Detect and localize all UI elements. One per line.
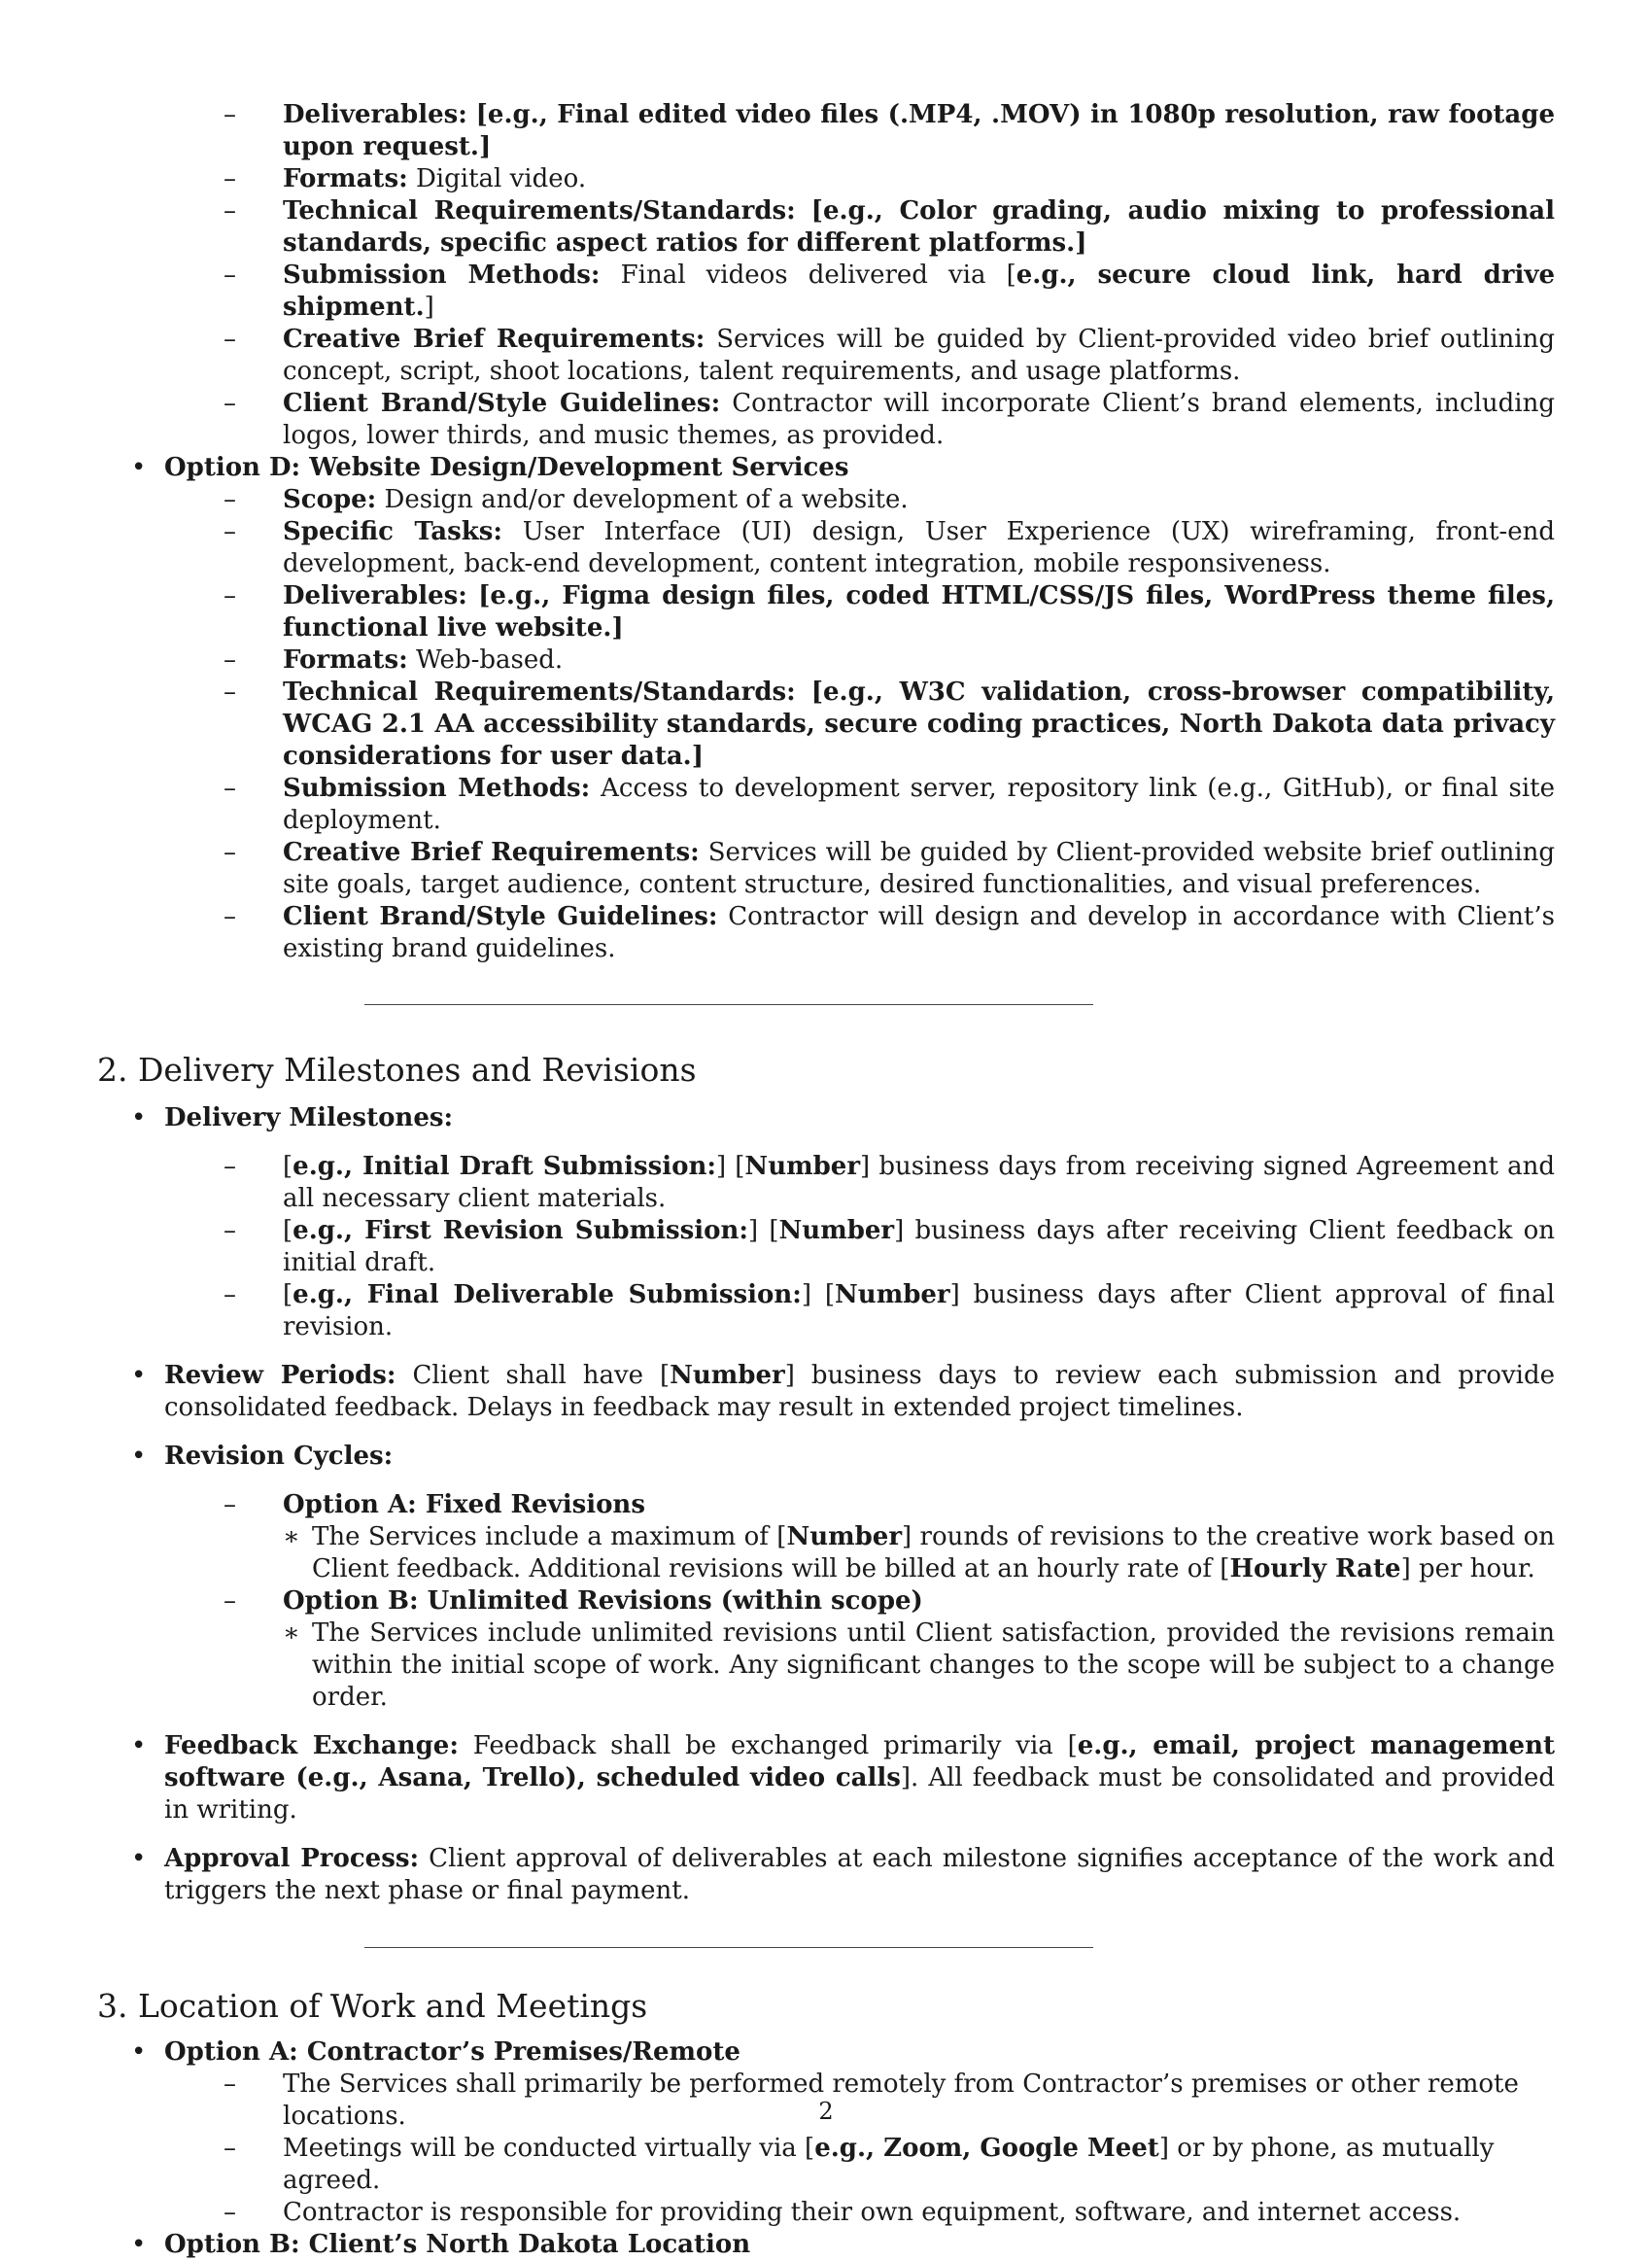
feedback-pre: Feedback shall be exchanged primarily via [	[472, 1731, 1078, 1760]
section-divider	[364, 1947, 1093, 1948]
item-text: Services will be guided by Client-provided website brief outlining site goals, target audience, content structure, desired functionalities, and visual preferences.	[283, 838, 1556, 899]
section-3-list	[97, 2036, 1555, 2261]
list-item	[224, 99, 1555, 163]
item-text: Contractor will design and develop in accordance with Client’s existing brand guidelines.	[283, 902, 1555, 963]
location-option-b	[97, 2229, 1555, 2261]
list-item	[224, 580, 1555, 644]
item-text-bold: e.g., secure cloud link, hard drive shipment.	[283, 261, 1555, 322]
option-b-details	[283, 1617, 1555, 1714]
option-a-details	[283, 1521, 1555, 1585]
section-divider	[364, 1004, 1093, 1005]
item-text: [e.g., W3C validation, cross-browser compatibility, WCAG 2.1 AA accessibility standards, secure coding practices, North Dakota data privacy considerations for user data.]	[283, 678, 1556, 771]
location-option-a-title: Option A: Contractor’s Premises/Remote	[164, 2037, 740, 2067]
item-label: Formats:	[283, 645, 408, 675]
revision-option-a	[224, 1489, 1555, 1585]
document-page	[97, 99, 1555, 2261]
milestone-number: Number	[835, 1280, 950, 1309]
option-a-number: Number	[786, 1522, 903, 1551]
item-text: [e.g., Figma design files, coded HTML/CSS/JS files, WordPress theme files, functional live website.]	[283, 581, 1555, 643]
item-label: Submission Methods:	[283, 261, 601, 290]
milestones-list	[231, 1151, 1555, 1343]
list-item	[224, 163, 1555, 195]
item-text: Web-based.	[415, 645, 564, 675]
milestone-pre: [	[283, 1152, 293, 1181]
milestone-post: ] business days after Client approval of final revision.	[283, 1280, 1555, 1341]
item-label: Creative Brief Requirements:	[283, 838, 700, 867]
feedback-label: Feedback Exchange:	[164, 1731, 459, 1760]
item-text: Services will be guided by Client-provided video brief outlining concept, script, shoot locations, talent requirements, and usage platforms.	[283, 325, 1555, 386]
item-label: Deliverables:	[283, 581, 467, 610]
item-label: Technical Requirements/Standards:	[283, 678, 796, 707]
review-text-post: ] business days to review each submission and provide consolidated feedback. Delays in feedback may result in extended project timelines.	[164, 1361, 1556, 1422]
revision-cycles	[97, 1441, 1555, 1714]
option-b-title: Option B: Unlimited Revisions (within scope)	[283, 1586, 923, 1616]
option-a-post: ] per hour.	[1400, 1554, 1535, 1583]
location-option-a	[97, 2036, 1555, 2229]
option-a-pre: The Services include a maximum of [	[312, 1522, 787, 1551]
section-3-heading: 3. Location of Work and Meetings	[97, 1987, 648, 2025]
item-text: [e.g., Color grading, audio mixing to professional standards, specific aspect ratios for different platforms.]	[283, 196, 1556, 258]
item-label: Creative Brief Requirements:	[283, 325, 706, 354]
revision-option-b	[224, 1585, 1555, 1714]
milestone-mid: ] [	[747, 1216, 779, 1245]
list-item	[224, 644, 1555, 677]
milestone-item	[224, 1279, 1555, 1343]
option-d-items	[231, 484, 1555, 965]
item-label: Deliverables:	[283, 100, 467, 129]
feedback-exchange	[97, 1730, 1555, 1826]
approval-process	[97, 1843, 1555, 1907]
page-number: 2	[818, 2098, 834, 2125]
item-text: [e.g., Final edited video files (.MP4, .MOV) in 1080p resolution, raw footage upon request.]	[283, 100, 1555, 161]
list-item	[224, 901, 1555, 965]
approval-label: Approval Process:	[164, 1844, 420, 1873]
feedback-bold: e.g., email, project management software (e.g., Asana, Trello), scheduled video calls	[164, 1731, 1555, 1792]
option-a-text	[283, 1521, 1555, 1585]
option-b-text: ∗ The Services include unlimited revisions until Client satisfaction, provided the revisions remain within the initial scope of work. Any significant changes to the scope will be subject to a change order.	[283, 1617, 1555, 1714]
item-label: Client Brand/Style Guidelines:	[283, 389, 721, 418]
item-text-post: ]	[424, 293, 434, 322]
section-2-heading: 2. Delivery Milestones and Revisions	[97, 1051, 697, 1089]
item-label: Scope:	[283, 485, 377, 514]
option-a-mid: ] rounds of revisions to the creative work based on Client feedback. Additional revisions will be billed at an hourly rate of [	[312, 1522, 1555, 1583]
milestone-post: ] business days from receiving signed Agreement and all necessary client materials.	[283, 1152, 1555, 1213]
option-a-title: Option A: Fixed Revisions	[283, 1490, 645, 1519]
item-label: Formats:	[283, 164, 408, 193]
milestone-post: ] business days after receiving Client feedback on initial draft.	[283, 1216, 1555, 1277]
review-number: Number	[670, 1361, 785, 1390]
list-item	[224, 388, 1555, 452]
option-d	[97, 452, 1555, 965]
list-item	[224, 837, 1555, 901]
item-text: Digital video.	[415, 164, 587, 193]
delivery-milestones	[97, 1102, 1555, 1343]
video-items	[231, 99, 1555, 452]
item-text: Design and/or development of a website.	[384, 485, 909, 514]
location-text: The Services shall primarily be performed remotely from Contractor’s premises or other remote locations.	[283, 2070, 1519, 2131]
milestone-pre: [	[283, 1280, 293, 1309]
list-item	[224, 773, 1555, 837]
feedback-post: ]. All feedback must be consolidated and provided in writing.	[164, 1763, 1555, 1825]
list-item	[224, 195, 1555, 260]
item-label: Specific Tasks:	[283, 517, 503, 546]
milestone-number: Number	[778, 1216, 895, 1245]
item-text-pre: Final videos delivered via [	[620, 261, 1016, 290]
milestone-item	[224, 1215, 1555, 1279]
item-label: Client Brand/Style Guidelines:	[283, 902, 718, 931]
milestone-name: e.g., First Revision Submission:	[293, 1216, 748, 1245]
location-item	[224, 2197, 1555, 2229]
list-item	[224, 516, 1555, 580]
item-label: Submission Methods:	[283, 774, 591, 803]
milestone-name: e.g., Initial Draft Submission:	[293, 1152, 716, 1181]
location-item	[224, 2133, 1555, 2197]
milestone-item	[224, 1151, 1555, 1215]
milestone-mid: ] [	[715, 1152, 745, 1181]
list-item	[224, 484, 1555, 516]
location-bold: e.g., Zoom, Google Meet	[814, 2134, 1159, 2163]
item-text: Access to development server, repository link (e.g., GitHub), or final site deployment.	[283, 774, 1555, 835]
location-pre: Meetings will be conducted virtually via [	[283, 2134, 815, 2163]
list-item	[224, 324, 1555, 388]
item-text: Contractor will incorporate Client’s brand elements, including logos, lower thirds, and music themes, as provided.	[283, 389, 1556, 450]
milestone-mid: ] [	[801, 1280, 836, 1309]
top-list	[97, 99, 1555, 965]
review-periods	[97, 1360, 1555, 1424]
item-label: Technical Requirements/Standards:	[283, 196, 796, 226]
review-text-pre: Client shall have [	[412, 1361, 671, 1390]
item-text: User Interface (UI) design, User Experience (UX) wireframing, front-end development, back-end development, content integration, mobile responsiveness.	[283, 517, 1556, 578]
milestones-label: Delivery Milestones:	[164, 1103, 454, 1132]
milestone-pre: [	[283, 1216, 293, 1245]
option-a-rate: Hourly Rate	[1229, 1554, 1401, 1583]
option-d-title: Option D: Website Design/Development Services	[164, 453, 849, 482]
location-option-a-items	[231, 2069, 1555, 2229]
section-2-list	[97, 1102, 1555, 1907]
milestone-number: Number	[744, 1152, 861, 1181]
review-label: Review Periods:	[164, 1361, 396, 1390]
location-post: ] or by phone, as mutually agreed.	[283, 2134, 1495, 2195]
revision-options	[231, 1489, 1555, 1714]
approval-text: Client approval of deliverables at each milestone signifies acceptance of the work and triggers the next phase or final payment.	[164, 1844, 1556, 1905]
list-item	[224, 677, 1555, 773]
revision-label: Revision Cycles:	[164, 1442, 394, 1471]
location-option-b-title: Option B: Client’s North Dakota Location	[164, 2230, 751, 2259]
list-item	[224, 260, 1555, 324]
milestone-name: e.g., Final Deliverable Submission:	[293, 1280, 802, 1309]
location-text: Contractor is responsible for providing their own equipment, software, and internet access.	[283, 2198, 1462, 2227]
video-continuation	[97, 99, 1555, 452]
